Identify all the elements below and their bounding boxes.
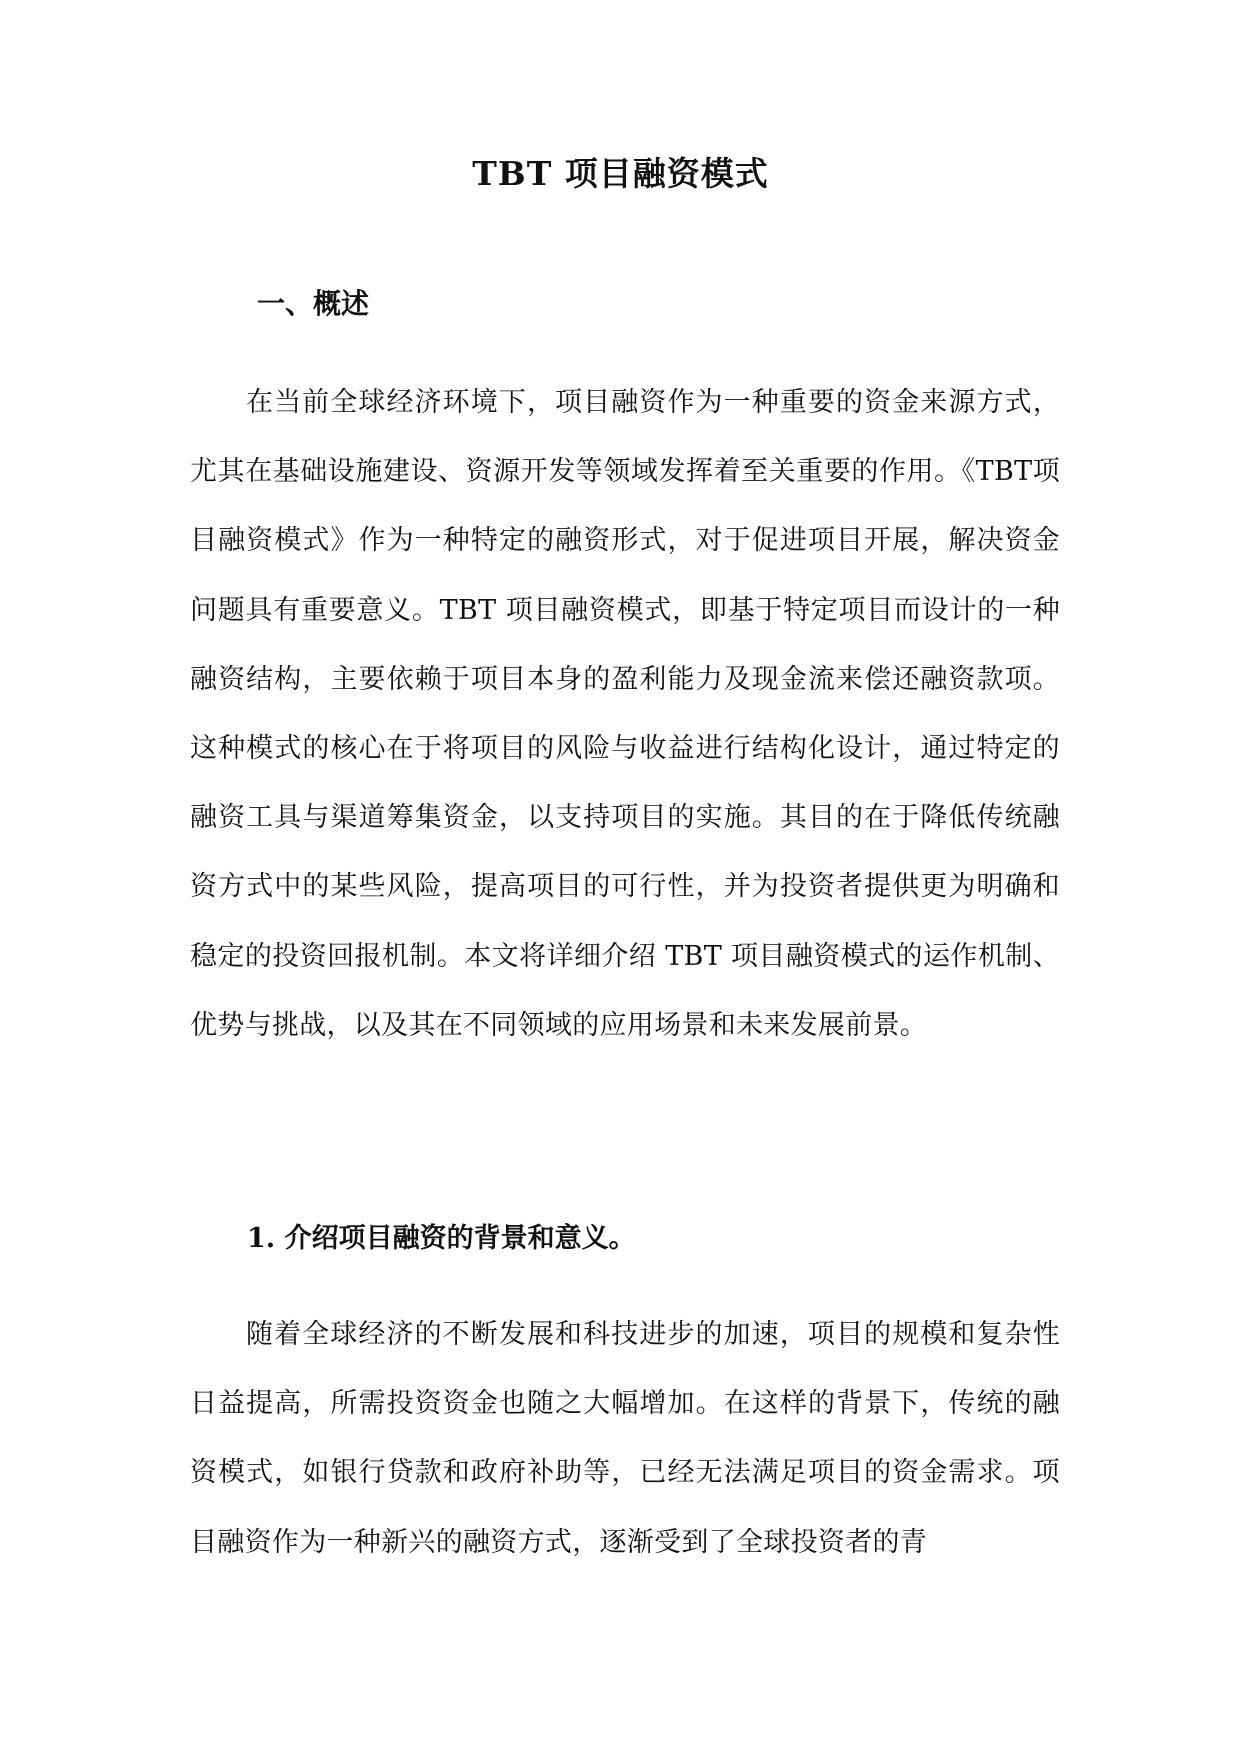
subsection-heading-background: 1. 介绍项目融资的背景和意义。 (247, 1223, 636, 1254)
overview-paragraph: 在当前全球经济环境下，项目融资作为一种重要的资金来源方式，尤其在基础设施建设、资源开发等领域发挥着至关重要的作用。《TBT项目融资模式》作为一种特定的融资形式，对于促进项目开展，解决资金问题具有重要意义。TBT 项目融资模式，即基于特定项目而设计的一种融资结构，主要依赖于项目本身的盈利能力及现金流来偿还融资款项。这种模式的核心在于将项目的风险与收益进行结构化设计，通过特定的融资工具与渠道筹集资金，以支持项目的实施。其目的在于降低传统融资方式中的某些风险，提高项目的可行性，并为投资者提供更为明确和稳定的投资回报机制。本文将详细介绍 TBT 项目融资模式的运作机制、优势与挑战，以及其在不同领域的应用场景和未来发展前景。 (190, 387, 1060, 1041)
section-heading-overview: 一、概述 (257, 287, 370, 320)
document-title: TBT 项目融资模式 (472, 154, 769, 193)
background-paragraph: 随着全球经济的不断发展和科技进步的加速，项目的规模和复杂性日益提高，所需投资资金也随之大幅增加。在这样的背景下，传统的融资模式，如银行贷款和政府补助等，已经无法满足项目的资金需求。项目融资作为一种新兴的融资方式，逐渐受到了全球投资者的青 (190, 1319, 1060, 1558)
